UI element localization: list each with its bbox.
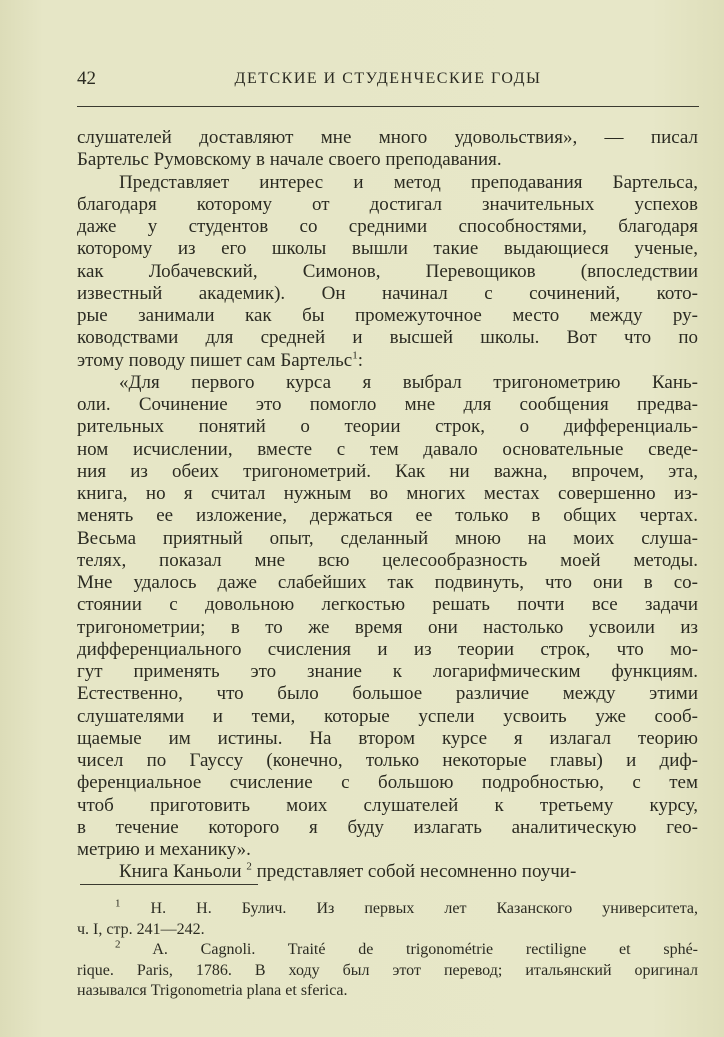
header-rule: [77, 106, 699, 107]
text-line: книга, но я считал нужным во многих местах совершенно из-: [77, 483, 698, 504]
text-line: тригонометрии; в то же время они настолько усвоили из: [77, 616, 698, 638]
text-line: телях, показал мне всю целесообразность моей методы.: [77, 549, 698, 571]
text-line: Весьма приятный опыт, сделанный мною на моих слуша-: [77, 527, 698, 549]
text-span: представляет собой несомненно поучи-: [256, 861, 577, 883]
text-line: благодаря которому от достигал значительных успехов: [77, 193, 698, 215]
footnote-mark: 1: [115, 897, 121, 910]
footnote-line: ч. I, стр. 241—242.: [77, 920, 205, 938]
text-line: дифференциального счисления и из теории строк, что мо-: [77, 638, 698, 660]
footnotes: [77, 899, 698, 1002]
text-line: которому из его школы вышли такие выдающиеся ученые,: [77, 238, 698, 260]
text-span: Книга Каньоли: [119, 861, 242, 883]
text-line: [77, 350, 698, 372]
text-line: щаемые им истины. На втором курсе я излагал теорию: [77, 727, 698, 749]
text-line: «Для первого курса я выбрал тригонометрию Кань-: [119, 371, 698, 393]
text-line: Естественно, что было большое различие между этими: [77, 683, 698, 705]
text-line: рительных понятий о теории строк, о дифференциаль-: [77, 416, 698, 438]
footnote-mark: 2: [115, 938, 121, 951]
text-line: даже у студентов со средними способностями, благодаря: [77, 216, 698, 237]
text-line: гут применять это знание к логарифмическим функциям.: [77, 661, 698, 682]
footnote-ref-1[interactable]: 1: [352, 349, 358, 362]
text-line: [77, 861, 698, 883]
text-line: чисел по Гауссу (конечно, только некоторые главы) и диф-: [77, 750, 698, 771]
text-line: рые занимали как бы промежуточное место между ру-: [77, 305, 698, 326]
text-line: чтоб приготовить моих слушателей к третьему курсу,: [77, 794, 698, 816]
footnote-rule: [80, 884, 258, 885]
text-span: :: [357, 349, 364, 371]
text-span: этому поводу пишет сам Бартельс: [77, 349, 353, 371]
text-line: ния из обеих тригонометрий. Как ни важна, впрочем, эта,: [77, 460, 698, 482]
footnote-line: назывался Trigonometria plana et sferica.: [77, 982, 348, 999]
text-line: известный академик). Он начинал с сочинений, кото-: [77, 282, 698, 304]
text-line: стоянии с довольною легкостью решать почти все задачи: [77, 594, 698, 616]
page-header: [77, 68, 699, 92]
text-line: менять ее изложение, держаться ее только в общих чертах.: [77, 505, 698, 527]
text-line: в течение которого я буду излагать аналитическую гео-: [77, 816, 698, 838]
text-line: Представляет интерес и метод преподавания Бартельса,: [119, 171, 698, 193]
page-number: 42: [77, 68, 96, 89]
text-line: ководствами для средней и высшей школы. Вот что по: [77, 327, 698, 349]
text-line: ном исчислении, вместе с тем давало основательные сведе-: [77, 438, 698, 460]
text-line: оли. Сочинение это помогло мне для сообщения предва-: [77, 394, 698, 415]
footnote-2: [77, 940, 698, 961]
footnote-text: A. Cagnoli. Traité de trigonométrie rectiligne et sphé-: [152, 941, 698, 958]
footnote-1: [77, 899, 698, 920]
text-line: слушателями и теми, которые успели усвоить уже сооб-: [77, 705, 698, 727]
footnote-ref-2[interactable]: 2: [246, 860, 252, 873]
footnote-text: Н. Н. Булич. Из первых лет Казанского университета,: [150, 900, 699, 917]
text-line: ференциальное счисление с большою подробностью, с тем: [77, 772, 698, 794]
text-line: как Лобачевский, Симонов, Перевощиков (впоследствии: [77, 260, 698, 282]
text-line: метрию и механику».: [77, 839, 251, 860]
text-line: Бартельс Румовскому в начале своего преподавания.: [77, 149, 502, 171]
body-text: [77, 127, 698, 884]
running-title: ДЕТСКИЕ И СТУДЕНЧЕСКИЕ ГОДЫ: [234, 70, 542, 87]
text-line: Мне удалось даже слабейших так подвинуть, что они в со-: [77, 572, 698, 593]
text-line: слушателей доставляют мне много удовольствия», — писал: [77, 127, 698, 148]
footnote-line: rique. Paris, 1786. В ходу был этот перевод; итальянский оригинал: [77, 961, 698, 979]
